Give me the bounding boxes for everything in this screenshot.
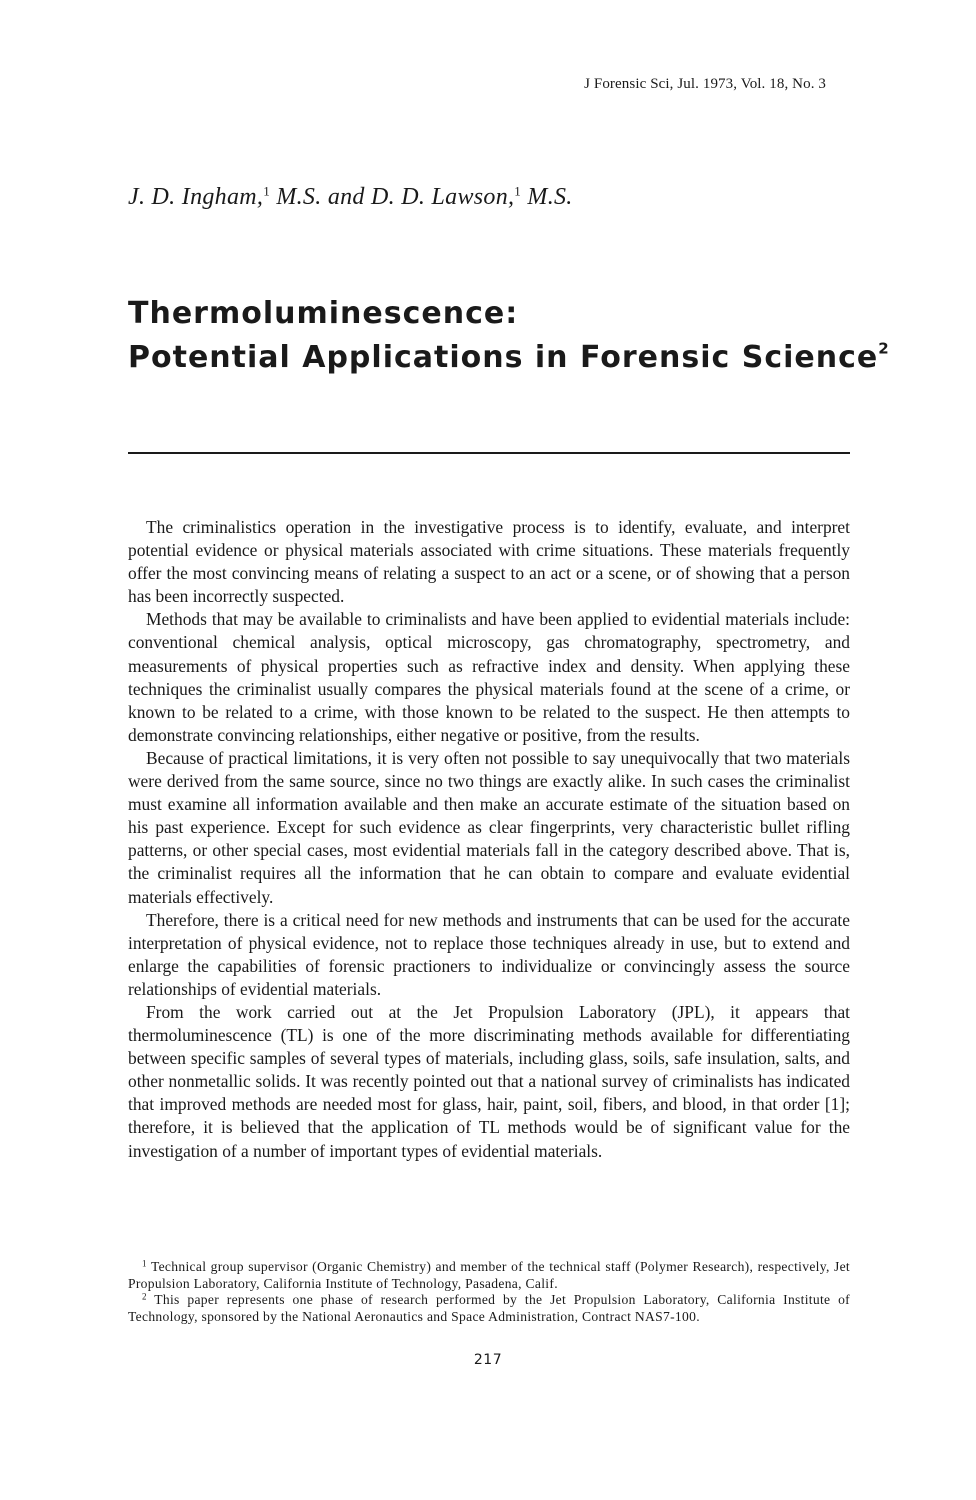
author-2-name: D. D. Lawson, (371, 184, 515, 210)
body-paragraph: From the work carried out at the Jet Propulsion Laboratory (JPL), it appears that thermoluminescence (TL) is one of the more discriminating methods available for differentiating between specific samples of several types of materials, including glass, soils, safe insulation, salts, and other nonmetallic solids. It was recently pointed out that a national survey of criminalists has indicated that improved methods are needed most for glass, hair, paint, soil, fibers, and blood, in that order [1]; therefore, it is believed that the application of TL methods would be of significant value for the investigation of a number of important types of evidential materials. (128, 1001, 850, 1161)
paper-title (128, 292, 890, 380)
author-1-name: J. D. Ingham, (128, 184, 264, 210)
body-paragraph: The criminalistics operation in the investigative process is to identify, evaluate, and interpret potential evidence or physical materials associated with crime situations. These materials frequently offer the most convincing means of relating a suspect to an act or a scene, or of showing that a person has been incorrectly suspected. (128, 517, 850, 607)
footnotes (128, 1259, 850, 1325)
title-divider (128, 452, 850, 454)
author-line (128, 184, 573, 211)
body-paragraph: Methods that may be available to criminalists and have been applied to evidential materials include: conventional chemical analysis, optical microscopy, gas chromatography, spectrometry, and measurements of physical properties such as refractive index and density. When applying these techniques the criminalist usually compares the physical materials found at the scene of a crime, or known to be related to a crime, with those known to be related to the suspect. He then attempts to demonstrate convincing relationships, either negative or positive, from the results. (128, 609, 850, 745)
body-paragraph: Because of practical limitations, it is very often not possible to say unequivocally that two materials were derived from the same source, since no two things are exactly alike. In such cases the criminalist must examine all information available and then make an accurate estimate of the situation based on his past experience. Except for such evidence as clear fingerprints, very characteristic bullet rifling patterns, or other special cases, most evidential materials fall in the category described above. That is, the criminalist requires all the information that he can obtain to compare and evaluate evidential materials effectively. (128, 747, 850, 907)
footnote-1-text: Technical group supervisor (Organic Chemistry) and member of the technical staff (Polymer Research), respectively, Jet Propulsion Laboratory, California Institute of Technology, Pasadena, Calif. (128, 1259, 851, 1291)
author-conjunction: and (321, 184, 372, 210)
title-line-2-text: Potential Applications in Forensic Science (128, 340, 879, 375)
page-number: 217 (473, 1352, 503, 1368)
author-1-degree: M.S. (270, 184, 322, 210)
footnote-2-mark: 2 (142, 1291, 147, 1302)
footnote-2 (128, 1292, 850, 1325)
footnote-1 (128, 1259, 850, 1292)
author-2-degree: M.S. (521, 184, 573, 210)
journal-reference: J Forensic Sci, Jul. 1973, Vol. 18, No. 3 (584, 76, 826, 92)
author-1-footnote-mark[interactable]: 1 (263, 183, 271, 199)
title-footnote-mark[interactable]: 2 (878, 339, 890, 358)
title-line-1: Thermoluminescence: (128, 296, 519, 331)
title-line-2 (128, 336, 890, 380)
footnote-2-text: This paper represents one phase of research performed by the Jet Propulsion Laboratory, California Institute of Technology, sponsored by the National Aeronautics and Space Administration, Contract NAS7-100. (128, 1292, 851, 1324)
footnote-1-mark: 1 (142, 1258, 147, 1269)
body-paragraph: Therefore, there is a critical need for new methods and instruments that can be used for the accurate interpretation of physical evidence, not to replace those techniques already in use, but to extend and enlarge the capabilities of forensic practioners to individualize or convincingly assess the source relationships of evidential materials. (128, 909, 850, 999)
author-2-footnote-mark[interactable]: 1 (514, 183, 522, 199)
article-body (128, 516, 850, 1163)
